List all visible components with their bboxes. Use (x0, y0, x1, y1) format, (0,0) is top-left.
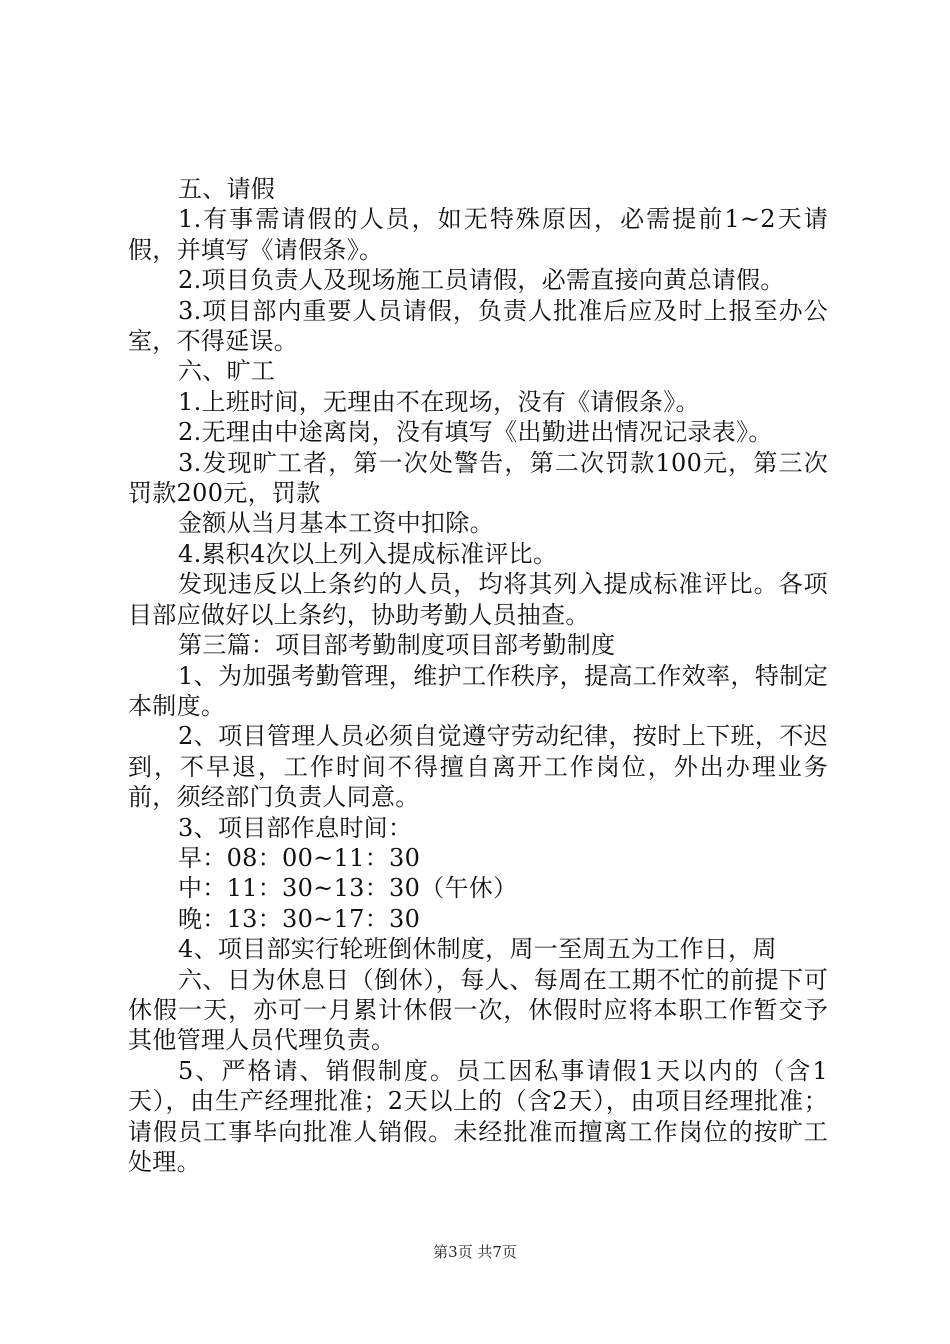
paragraph: 4、项目部实行轮班倒休制度，周一至周五为工作日，周 (178, 935, 777, 964)
paragraph: 2.无理由中途离岗，没有填写《出勤进出情况记录表》。 (178, 418, 773, 447)
paragraph: 2、项目管理人员必须自觉遵守劳动纪律，按时上下班，不迟到，不早退，工作时间不得擅自离开工作岗位，外出办理业务前，须经部门负责人同意。 (128, 722, 828, 812)
paragraph: 3、项目部作息时间： (178, 813, 413, 842)
schedule-morning: 早：08：00~11：30 (178, 843, 421, 872)
paragraph: 3.发现旷工者，第一次处警告，第二次罚款100元，第三次罚款200元，罚款 (128, 448, 828, 508)
chapter-heading: 第三篇：项目部考勤制度项目部考勤制度 (178, 631, 616, 660)
paragraph: 1、为加强考勤管理，维护工作秩序，提高工作效率，特制定本制度。 (128, 661, 828, 720)
section-heading-absenteeism: 六、旷工 (178, 357, 276, 386)
page-number-footer: 第3页 共7页 (433, 1243, 517, 1261)
paragraph: 5、严格请、销假制度。员工因私事请假1天以内的（含1天），由生产经理批准；2天以上的（含2天），由项目经理批准；请假员工事毕向批准人销假。未经批准而擅离工作岗位的按旷工处理。 (128, 1056, 828, 1176)
paragraph: 金额从当月基本工资中扣除。 (178, 509, 494, 538)
paragraph: 2.项目负责人及现场施工员请假，必需直接向黄总请假。 (178, 266, 785, 295)
schedule-afternoon: 晚：13：30~17：30 (178, 904, 421, 933)
paragraph: 六、日为休息日（倒休），每人、每周在工期不忙的前提下可休假一天，亦可一月累计休假一次，休假时应将本职工作暂交予其他管理人员代理负责。 (128, 965, 828, 1055)
paragraph: 发现违反以上条约的人员，均将其列入提成标准评比。各项目部应做好以上条约，协助考勤人员抽查。 (128, 570, 828, 629)
schedule-noon: 中：11：30~13：30（午休） (178, 874, 518, 903)
paragraph: 4.累积4次以上列入提成标准评比。 (178, 539, 558, 568)
paragraph: 1.上班时间，无理由不在现场，没有《请假条》。 (178, 387, 700, 416)
section-heading-leave: 五、请假 (178, 175, 276, 203)
document-body (128, 174, 828, 1177)
paragraph: 1.有事需请假的人员，如无特殊原因，必需提前1~2天请假，并填写《请假条》。 (128, 205, 828, 264)
paragraph: 3.项目部内重要人员请假，负责人批准后应及时上报至办公室，不得延误。 (128, 296, 828, 356)
